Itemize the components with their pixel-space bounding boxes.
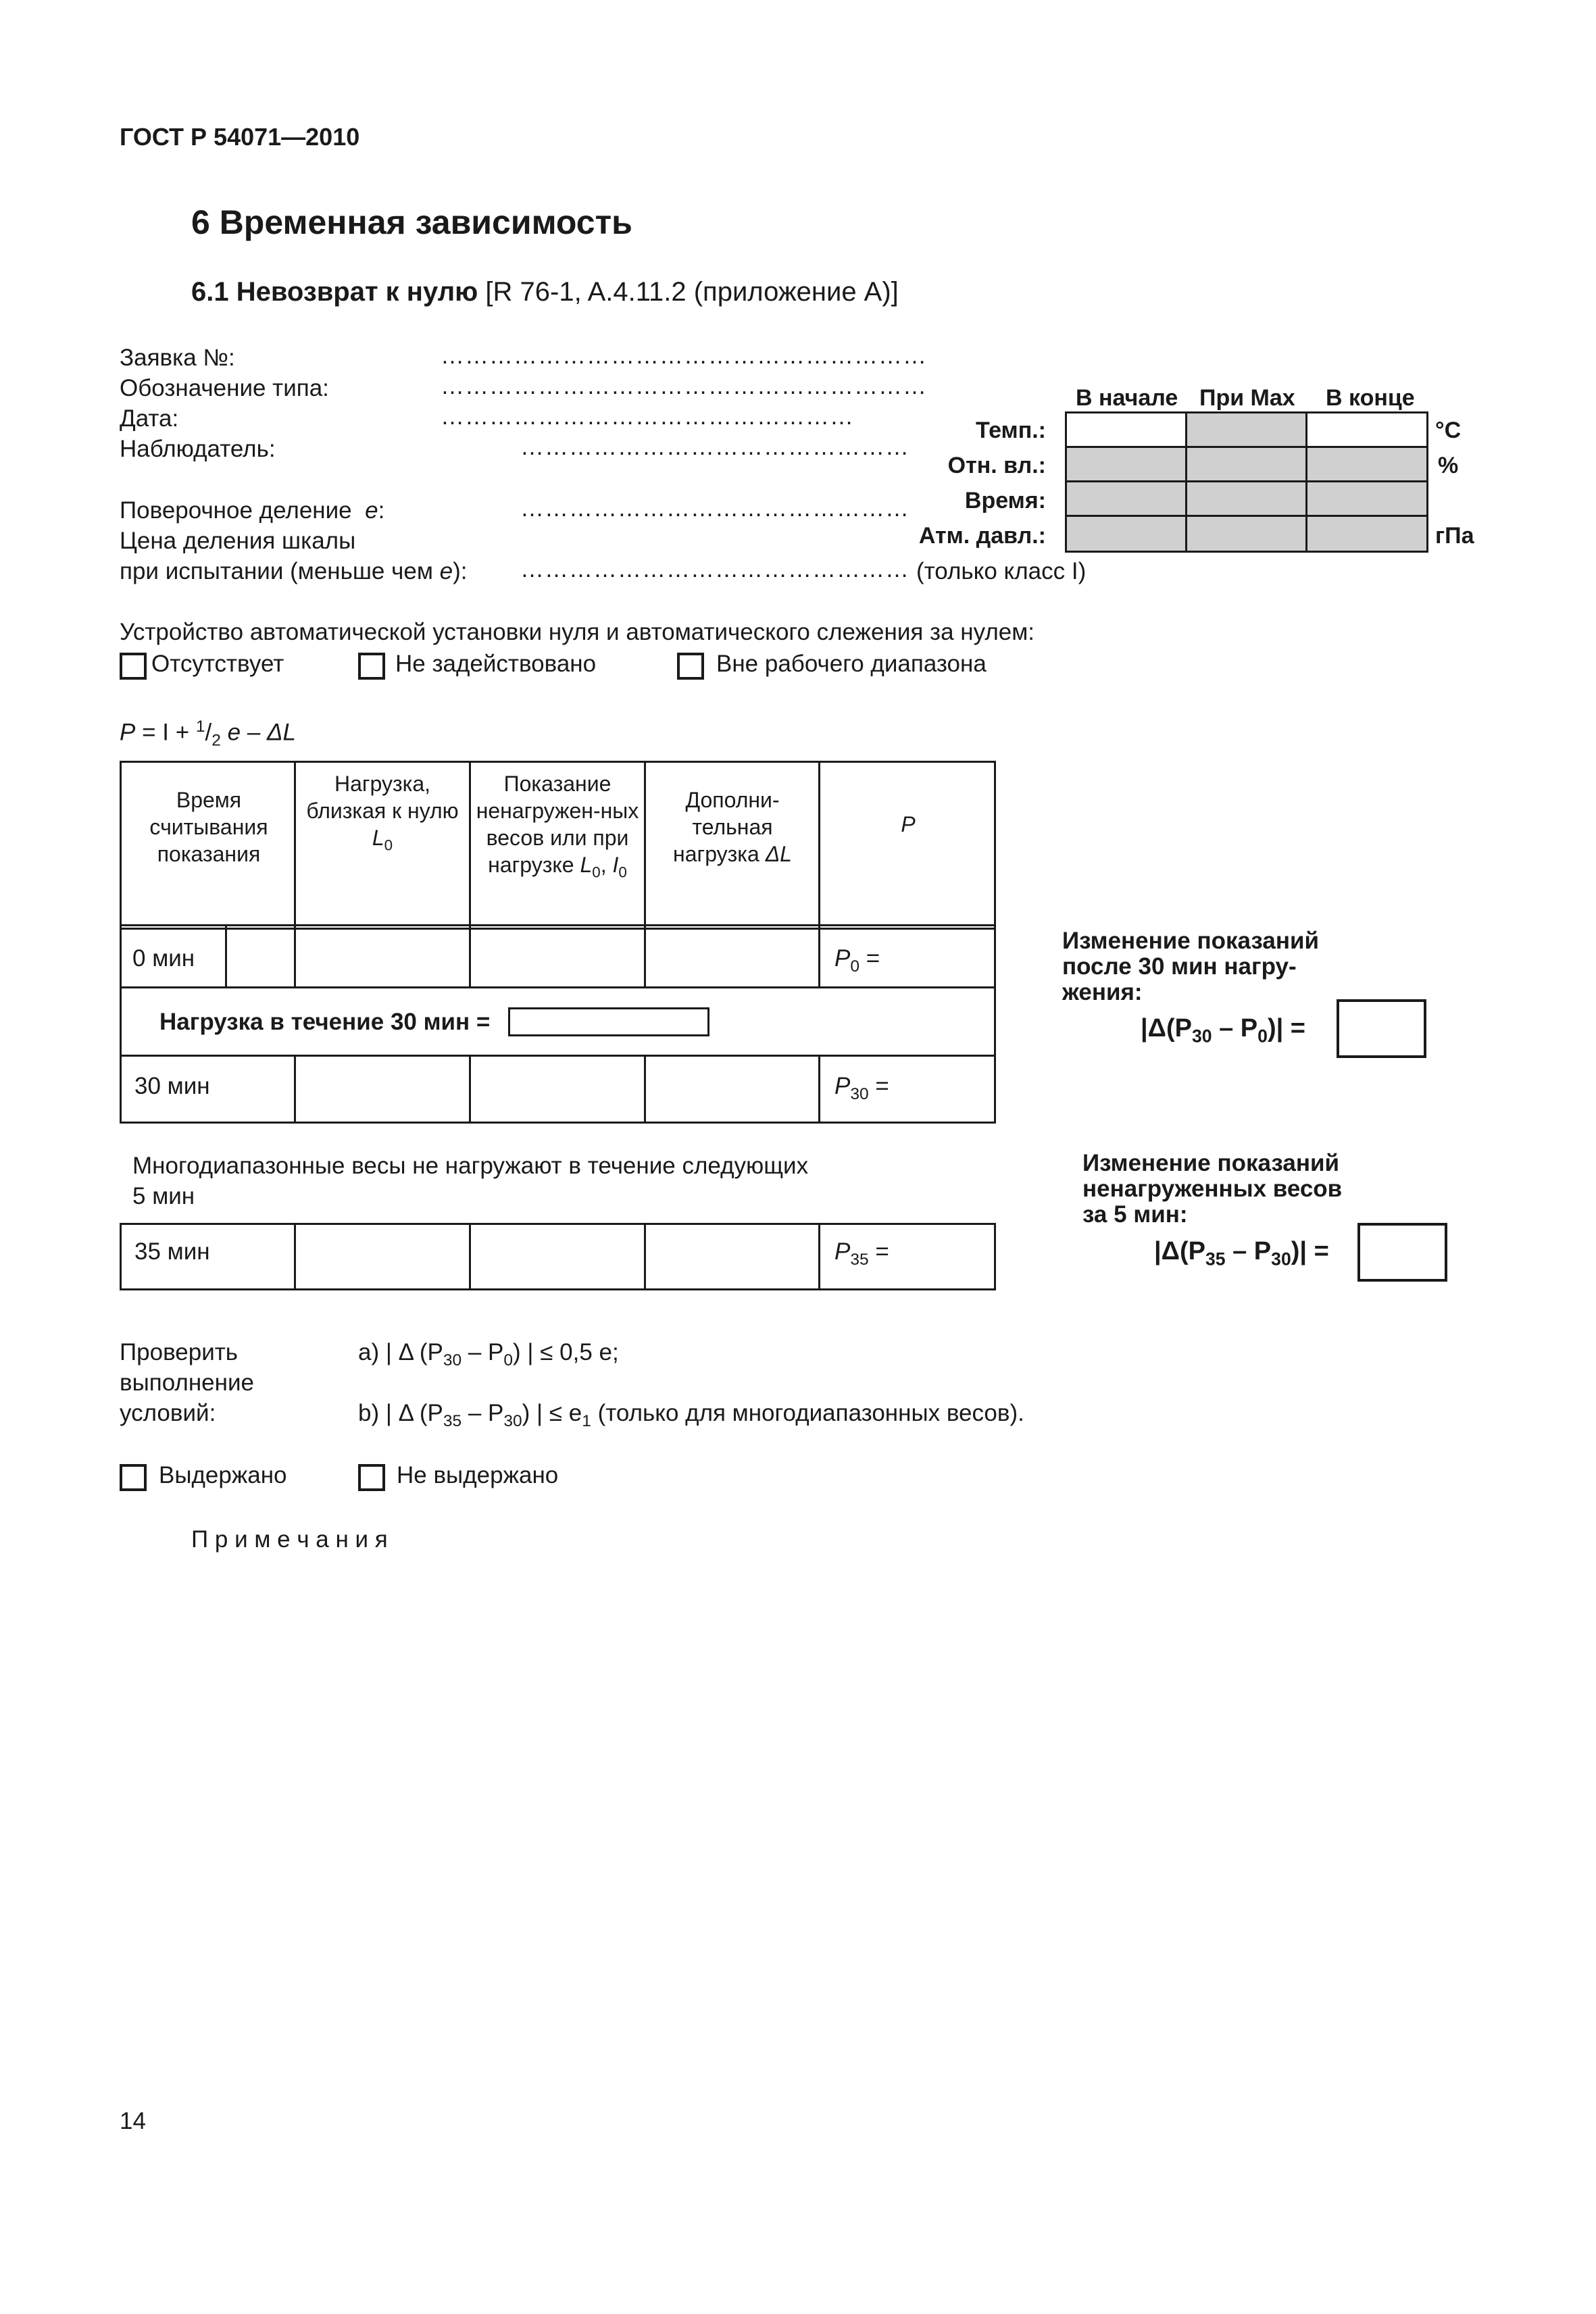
condition-b-sub3: 1 xyxy=(582,1412,591,1430)
condition-b-tail: (только для многодиапазонных весов). xyxy=(591,1400,1024,1426)
change-30-formula-pre: |Δ(P xyxy=(1141,1014,1192,1042)
subsection-title-text: 6.1 Невозврат к нулю xyxy=(191,277,478,307)
option-not-used: Не задействовано xyxy=(395,651,597,677)
row-30-eq: = xyxy=(875,1073,889,1099)
row-0-eq: = xyxy=(866,945,880,972)
load-30min-field[interactable] xyxy=(508,1007,709,1036)
table-rule xyxy=(120,986,996,988)
header-indication: Показание ненагружен-ных весов или при нагрузке $L_0$, $I_0$ xyxy=(476,772,639,881)
table-rule xyxy=(818,761,820,986)
option-passed: Выдержано xyxy=(159,1462,287,1488)
table-rule xyxy=(294,1223,296,1290)
env-time-max xyxy=(1185,480,1307,517)
change-5-label xyxy=(1082,1151,1342,1228)
env-humidity-max xyxy=(1185,446,1307,482)
env-time-start xyxy=(1065,480,1187,517)
application-label: Заявка №: xyxy=(120,345,235,371)
scale-division-field[interactable]: ………………………………………… xyxy=(520,556,909,582)
change-30-label xyxy=(1062,928,1319,1005)
change-5-line1: Изменение показаний xyxy=(1082,1150,1339,1176)
env-row-humidity: Отн. вл.: xyxy=(947,453,1046,478)
env-col-end: В конце xyxy=(1326,385,1415,411)
env-pressure-max xyxy=(1185,515,1307,553)
scale-division-label-2 xyxy=(120,556,467,586)
row-30-p-var: P xyxy=(834,1073,851,1099)
row-35-p xyxy=(834,1236,889,1275)
formula-sub: 2 xyxy=(211,731,221,750)
scale-division-var: e xyxy=(439,558,453,584)
multi-range-note-1: Многодиапазонные весы не нагружают в течение следующих xyxy=(132,1153,809,1179)
env-col-max: При Max xyxy=(1199,385,1295,411)
unit-percent: % xyxy=(1438,453,1459,478)
scale-division-end: ): xyxy=(453,558,468,584)
change-30-field[interactable] xyxy=(1337,999,1426,1058)
class-note: (только класс I) xyxy=(916,558,1087,584)
row-35-time: 35 мин xyxy=(134,1238,210,1265)
section-title: 6 Временная зависимость xyxy=(191,203,632,241)
table-rule xyxy=(644,1055,646,1124)
checkbox-passed[interactable] xyxy=(120,1464,147,1491)
formula-sup: 1 xyxy=(195,718,205,736)
table-rule xyxy=(644,761,646,986)
env-humidity-end xyxy=(1305,446,1428,482)
subsection-reference: [R 76-1, A.4.11.2 (приложение A)] xyxy=(485,277,899,307)
multi-range-note-2: 5 мин xyxy=(132,1183,195,1209)
change-5-formula-post: )| = xyxy=(1291,1237,1329,1265)
change-5-formula-sub2: 30 xyxy=(1271,1249,1291,1269)
table-rule xyxy=(644,1223,646,1290)
table-rule xyxy=(225,924,227,986)
verification-division-label: Поверочное деление e: xyxy=(120,497,385,524)
notes-heading: П р и м е ч а н и я xyxy=(191,1526,388,1553)
condition-a xyxy=(358,1337,619,1376)
header-near-zero-var: L xyxy=(372,826,384,850)
header-indication-var1: L xyxy=(580,853,593,877)
verification-division-text: Поверочное деление xyxy=(120,497,352,524)
condition-b xyxy=(358,1398,1024,1436)
change-30-formula xyxy=(1141,1014,1305,1047)
option-absent: Отсутствует xyxy=(151,651,284,677)
load-30min-label: Нагрузка в течение 30 мин = xyxy=(159,1009,491,1035)
conditions-label-1: Проверить xyxy=(120,1339,239,1365)
zero-device-label: Устройство автоматической установки нуля и автоматического слежения за нулем: xyxy=(120,619,1035,645)
table-rule xyxy=(294,761,296,986)
formula-text: = I + xyxy=(142,719,190,746)
checkbox-failed[interactable] xyxy=(358,1464,385,1491)
formula-lhs: P xyxy=(120,719,136,746)
env-pressure-start xyxy=(1065,515,1187,553)
row-35-p-sub: 35 xyxy=(850,1251,869,1269)
condition-a-sub1: 30 xyxy=(443,1351,462,1369)
change-30-line3: жения: xyxy=(1062,979,1143,1005)
condition-b-mid: – P xyxy=(462,1400,504,1426)
header-near-zero-sub: 0 xyxy=(384,836,393,854)
verification-division-field[interactable]: ………………………………………… xyxy=(520,495,909,522)
header-indication-var2: I xyxy=(612,853,619,877)
table-rule xyxy=(469,1223,471,1290)
table-rule xyxy=(818,1055,820,1124)
header-indication-sub1: 0 xyxy=(592,863,601,881)
env-pressure-end xyxy=(1305,515,1428,553)
row-0-p-sub: 0 xyxy=(850,957,859,976)
env-humidity-start xyxy=(1065,446,1187,482)
formula-slash: / xyxy=(205,719,212,746)
header-near-zero-load xyxy=(297,770,468,859)
checkbox-out-of-range[interactable] xyxy=(677,653,704,680)
condition-a-mid: – P xyxy=(462,1339,504,1365)
option-out-of-range: Вне рабочего диапазона xyxy=(716,651,987,677)
row-30-p xyxy=(834,1071,889,1109)
checkbox-not-used[interactable] xyxy=(358,653,385,680)
header-near-zero-text: Нагрузка, близкая к нулю xyxy=(306,772,459,823)
condition-b-pre: b) | Δ (P xyxy=(358,1400,443,1426)
standard-number: ГОСТ Р 54071—2010 xyxy=(120,123,360,151)
change-5-formula xyxy=(1154,1237,1329,1270)
condition-a-pre: a) | Δ (P xyxy=(358,1339,443,1365)
condition-a-post: ) | ≤ 0,5 e; xyxy=(513,1339,619,1365)
table-rule xyxy=(120,1055,996,1057)
subsection-title xyxy=(191,277,899,307)
change-5-formula-pre: |Δ(P xyxy=(1154,1237,1205,1265)
table-rule xyxy=(120,924,996,926)
header-indication-sub2: 0 xyxy=(618,863,627,881)
type-field[interactable]: …………………………………………………… xyxy=(441,373,927,399)
condition-b-sub1: 35 xyxy=(443,1412,462,1430)
condition-b-post: ) | ≤ e xyxy=(522,1400,582,1426)
env-temp-max xyxy=(1185,411,1307,448)
table-rule xyxy=(469,1055,471,1124)
env-row-temp: Темп.: xyxy=(976,418,1046,443)
page-number: 14 xyxy=(120,2108,146,2134)
row-0-p xyxy=(834,943,880,982)
change-5-line3: за 5 мин: xyxy=(1082,1201,1188,1228)
change-5-formula-sub1: 35 xyxy=(1205,1249,1226,1269)
table-rule xyxy=(120,928,996,930)
change-5-field[interactable] xyxy=(1357,1223,1447,1282)
option-failed: Не выдержано xyxy=(397,1462,559,1488)
change-5-formula-mid: – P xyxy=(1225,1237,1272,1265)
change-30-line2: после 30 мин нагру- xyxy=(1062,953,1297,980)
row-0-p-var: P xyxy=(834,945,851,972)
formula xyxy=(120,711,296,756)
env-row-time: Время: xyxy=(964,488,1046,513)
change-30-formula-sub2: 0 xyxy=(1257,1026,1268,1047)
row-30-p-sub: 30 xyxy=(850,1085,869,1103)
unit-hpa: гПа xyxy=(1435,523,1474,549)
env-temp-start[interactable] xyxy=(1065,411,1187,448)
change-30-line1: Изменение показаний xyxy=(1062,928,1319,954)
change-5-line2: ненагруженных весов xyxy=(1082,1176,1343,1202)
application-field[interactable]: …………………………………………………… xyxy=(441,343,927,369)
scale-division-label-1: Цена деления шкалы xyxy=(120,528,356,554)
row-35-eq: = xyxy=(875,1238,889,1265)
unit-celsius: °C xyxy=(1435,418,1462,443)
change-30-formula-sub1: 30 xyxy=(1191,1026,1212,1047)
change-30-formula-mid: – P xyxy=(1212,1014,1258,1042)
row-30-time: 30 мин xyxy=(134,1073,210,1099)
table-rule xyxy=(294,1055,296,1124)
env-col-start: В начале xyxy=(1076,385,1178,411)
observer-label: Наблюдатель: xyxy=(120,436,276,462)
condition-b-sub2: 30 xyxy=(503,1412,522,1430)
checkbox-absent[interactable] xyxy=(120,653,147,680)
table-rule xyxy=(818,1223,820,1290)
observer-field[interactable]: ………………………………………… xyxy=(520,434,909,460)
header-indication-text: Показание ненагружен-ных весов или при нагрузке xyxy=(476,772,639,877)
header-additional-var: ΔL xyxy=(765,842,792,866)
scale-division-text: при испытании (меньше чем xyxy=(120,558,433,584)
table-rule xyxy=(469,761,471,986)
env-time-end xyxy=(1305,480,1428,517)
header-read-time: Время считывания показания xyxy=(149,788,268,866)
verification-division-var: e xyxy=(365,497,378,524)
formula-rest: e – ΔL xyxy=(227,719,296,746)
header-p: P xyxy=(901,812,916,836)
header-additional-text: Дополни-тельная нагрузка xyxy=(673,788,780,866)
row-0-time: 0 мин xyxy=(132,945,195,972)
condition-a-sub2: 0 xyxy=(503,1351,514,1369)
conditions-label-3: условий: xyxy=(120,1400,216,1426)
env-row-pressure: Атм. давл.: xyxy=(918,523,1046,549)
conditions-label-2: выполнение xyxy=(120,1369,254,1396)
change-30-formula-post: )| = xyxy=(1267,1014,1305,1042)
header-additional-load xyxy=(647,786,818,867)
env-temp-end[interactable] xyxy=(1305,411,1428,448)
type-label: Обозначение типа: xyxy=(120,375,329,401)
date-field[interactable]: …………………………………………… xyxy=(441,403,854,430)
date-label: Дата: xyxy=(120,405,179,432)
row-35-p-var: P xyxy=(834,1238,851,1265)
